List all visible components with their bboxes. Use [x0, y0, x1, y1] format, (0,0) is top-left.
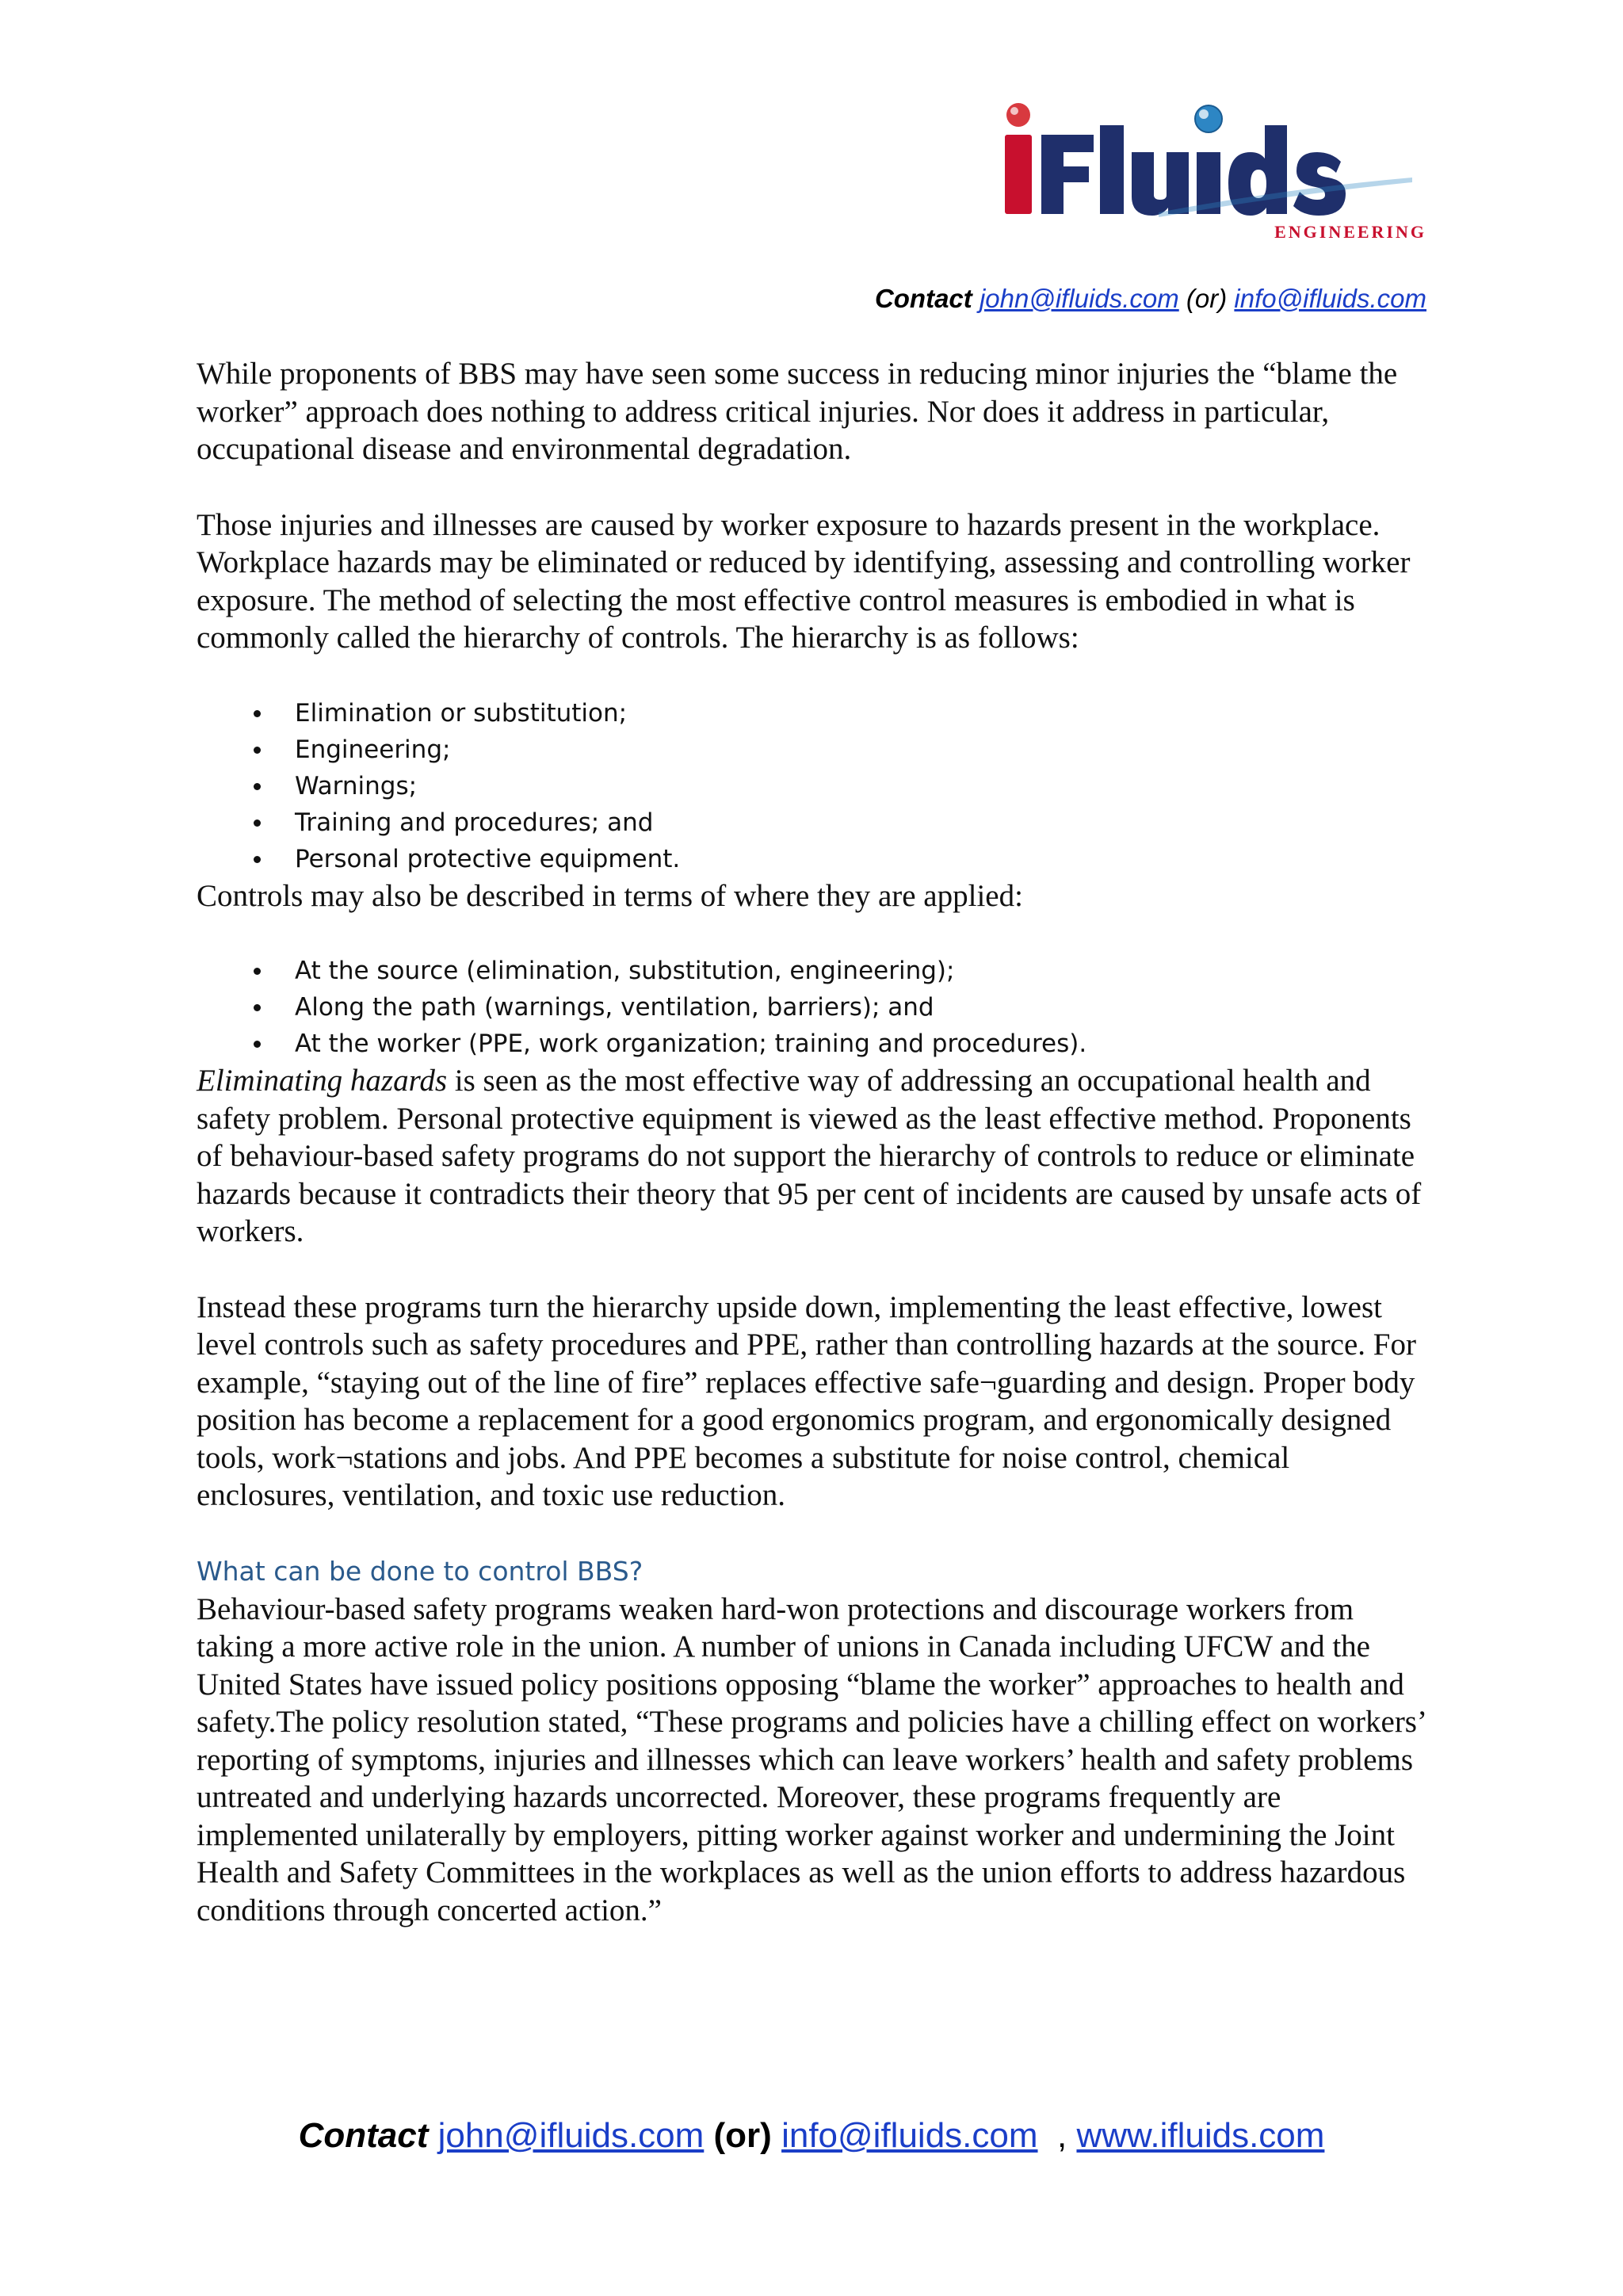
bullet-icon [254, 819, 261, 827]
list-item: Along the path (warnings, ventilation, barriers); and [197, 989, 1433, 1026]
ifluids-logo-graphic [1000, 95, 1428, 242]
list-item: At the worker (PPE, work organization; training and procedures). [197, 1026, 1433, 1062]
paragraph-eliminating-hazards: Eliminating hazards is seen as the most effective way of addressing an occupational health and safety problem. Personal protective equipment is viewed as the least effective method. Proponents of behaviour-based safety programs do not support the hierarchy of controls to reduce or eliminate hazards because it contradicts their theory that 95 per cent of incidents are caused by unsafe acts of workers. [197, 1064, 1422, 1248]
bullet-icon [254, 710, 261, 717]
ifluids-logo [1000, 95, 1428, 242]
header-or-text: (or) [1186, 284, 1228, 313]
footer-contact [0, 2116, 1623, 2156]
header-email-john-link[interactable]: john@ifluids.com [979, 284, 1179, 313]
paragraph-where-applied: Controls may also be described in terms of where they are applied: [197, 878, 1023, 913]
paragraph-union-positions: Behaviour-based safety programs weaken hard-won protections and discourage workers from taking a more active role in the union. A number of unions in Canada including UFCW and the United States have issued policy positions opposing “blame the worker” approaches to health and safety.The policy resolution stated, “These programs and policies have a chilling effect on workers’ reporting of symptoms, injuries and illnesses which can leave workers’ health and safety problems untreated and underlying hazards uncorrected. Moreover, these programs frequently are implemented unilaterally by employers, pitting worker against worker and undermining the Joint Health and Safety Committees in the workplaces as well as the union efforts to address hazardous conditions through concerted action.” [197, 1591, 1426, 1927]
list-item: Engineering; [197, 732, 1433, 768]
header-contact-label: Contact [874, 284, 972, 313]
footer-separator: , [1056, 2116, 1067, 2155]
hierarchy-list [197, 695, 1433, 877]
paragraph-hierarchy-upside-down: Instead these programs turn the hierarchy upside down, implementing the least effective, lowest level controls such as safety procedures and PPE, rather than controlling hazards at the source. For example, “staying out of the line of fire” replaces effective safe¬guarding and design. Proper body position has become a replacement for a good ergonomics program, and ergonomically designed tools, work¬stations and jobs. And PPE becomes a substitute for noise control, chemical enclosures, ventilation, and toxic use reduction. [197, 1289, 1416, 1512]
bullet-icon [254, 968, 261, 975]
bullet-icon [254, 1041, 261, 1048]
logo-tagline: ENGINEERING [1274, 222, 1426, 242]
list-item: Training and procedures; and [197, 804, 1433, 841]
footer-website-link[interactable]: www.ifluids.com [1076, 2116, 1325, 2155]
where-applied-list [197, 953, 1433, 1062]
footer-email-info-link[interactable]: info@ifluids.com [781, 2116, 1038, 2155]
list-item: Personal protective equipment. [197, 841, 1433, 877]
footer-or-text: (or) [713, 2116, 772, 2155]
list-item: Warnings; [197, 768, 1433, 804]
emphasis-eliminating-hazards: Eliminating hazards [197, 1064, 447, 1098]
bullet-icon [254, 856, 261, 863]
header-contact [875, 284, 1426, 314]
bullet-icon [254, 1004, 261, 1011]
bullet-icon [254, 783, 261, 790]
bullet-icon [254, 747, 261, 754]
list-item: Elimination or substitution; [197, 695, 1433, 732]
footer-email-john-link[interactable]: john@ifluids.com [437, 2116, 705, 2155]
header-email-info-link[interactable]: info@ifluids.com [1234, 284, 1426, 313]
footer-contact-label: Contact [298, 2116, 429, 2155]
list-item: At the source (elimination, substitution, engineering); [197, 953, 1433, 989]
section-heading: What can be done to control BBS? [197, 1555, 643, 1587]
paragraph-hazards: Those injuries and illnesses are caused by worker exposure to hazards present in the workplace. Workplace hazards may be eliminated or reduced by identifying, assessing and controlling worker exposure. The method of selecting the most effective control measures is embodied in what is commonly called the hierarchy of controls. The hierarchy is as follows: [197, 507, 1411, 655]
paragraph-bbs-intro: While proponents of BBS may have seen some success in reducing minor injuries the “blame the worker” approach does nothing to address critical injuries. Nor does it address in particular, occupational disease and environmental degradation. [197, 357, 1398, 466]
document-body [197, 355, 1433, 1929]
